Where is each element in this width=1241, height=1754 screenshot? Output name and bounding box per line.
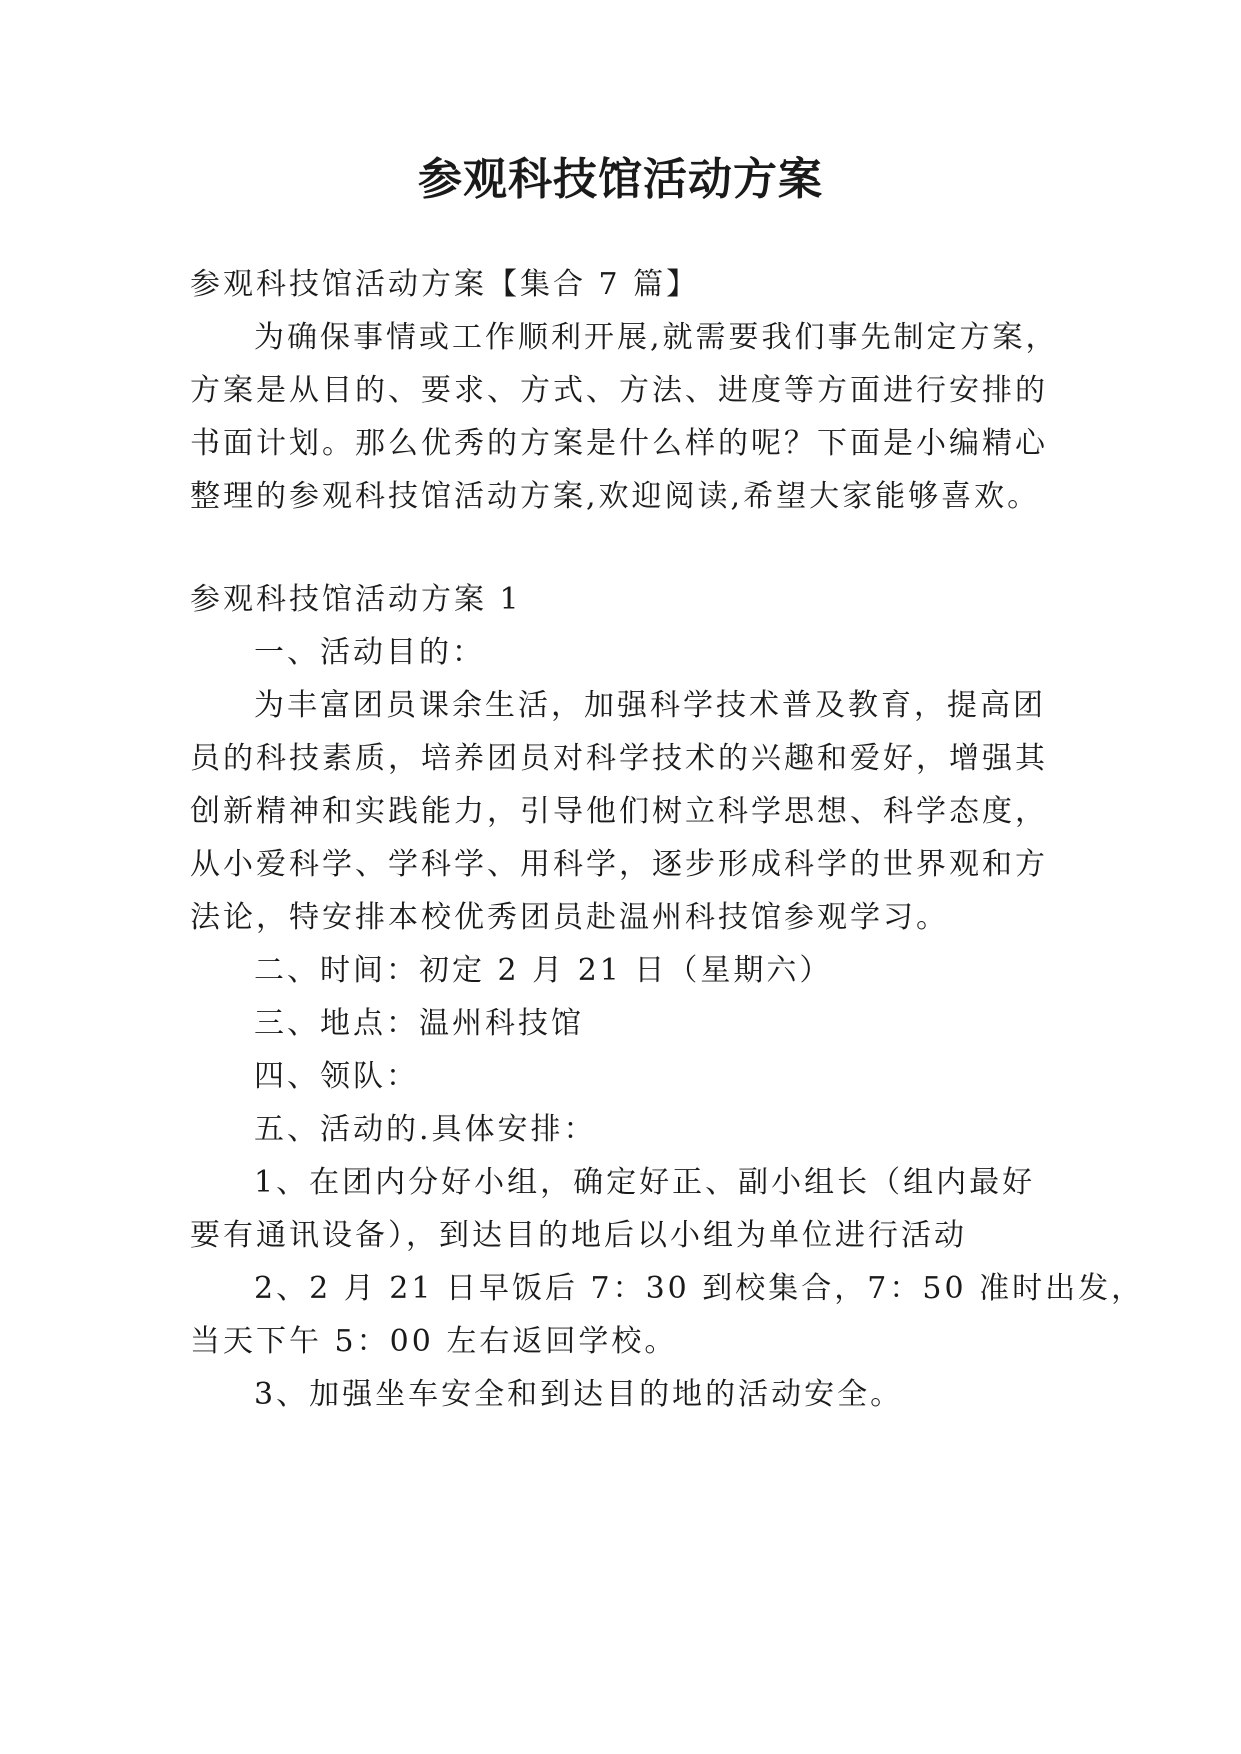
intro-line: 为确保事情或工作顺利开展,就需要我们事先制定方案，	[254, 320, 1059, 355]
time-line: 二、时间：初定 2 月 21 日（星期六）	[254, 953, 833, 988]
intro-line: 书面计划。那么优秀的方案是什么样的呢？下面是小编精心	[190, 426, 1048, 461]
intro-line: 方案是从目的、要求、方式、方法、进度等方面进行安排的	[190, 373, 1048, 408]
purpose-line: 创新精神和实践能力，引导他们树立科学思想、科学态度，	[190, 794, 1048, 829]
section-heading: 参观科技馆活动方案 1	[190, 582, 522, 617]
place-line: 三、地点：温州科技馆	[254, 1006, 584, 1041]
page-title: 参观科技馆活动方案	[418, 154, 823, 205]
arrangement-item: 2、2 月 21 日早饭后 7：30 到校集合，7：50 准时出发，	[254, 1271, 1145, 1306]
purpose-heading: 一、活动目的：	[254, 635, 485, 670]
purpose-line: 员的科技素质，培养团员对科学技术的兴趣和爱好，增强其	[190, 741, 1048, 776]
arrangement-heading: 五、活动的.具体安排：	[254, 1112, 597, 1147]
arrangement-item: 要有通讯设备），到达目的地后以小组为单位进行活动	[190, 1218, 967, 1253]
document-subtitle: 参观科技馆活动方案【集合 7 篇】	[190, 267, 700, 302]
intro-line: 整理的参观科技馆活动方案,欢迎阅读,希望大家能够喜欢。	[190, 479, 1041, 514]
purpose-line: 从小爱科学、学科学、用科学，逐步形成科学的世界观和方	[190, 847, 1048, 882]
purpose-line: 法论，特安排本校优秀团员赴温州科技馆参观学习。	[190, 900, 949, 935]
arrangement-item: 当天下午 5：00 左右返回学校。	[190, 1324, 678, 1359]
leader-line: 四、领队：	[254, 1059, 419, 1094]
arrangement-item: 1、在团内分好小组，确定好正、副小组长（组内最好	[254, 1165, 1036, 1200]
arrangement-item: 3、加强坐车安全和到达目的地的活动安全。	[254, 1377, 904, 1412]
purpose-line: 为丰富团员课余生活，加强科学技术普及教育，提高团	[254, 688, 1046, 723]
